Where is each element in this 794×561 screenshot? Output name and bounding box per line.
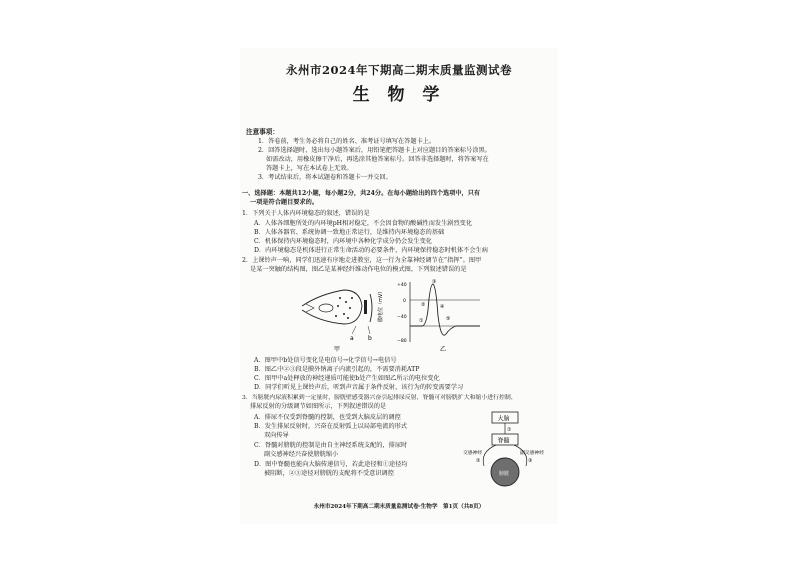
option: A．排尿不仅受到脊髓的控制，也受到大脑皮层的调控 (254, 414, 401, 421)
label-b: b (368, 335, 372, 342)
reflex-diagram (462, 410, 556, 488)
option: A．人体各细胞所处的内环境pH相对稳定，不会因食物的酸碱性而发生剧烈变化 (254, 220, 473, 227)
synapse-diagram (302, 290, 372, 334)
question-stem: 3．当膀胱内尿液积累到一定量时，膀胱壁感受器兴奋引起排尿反射，脊髓可对膀胱扩大和缩小进行控制， (242, 395, 517, 401)
action-potential-graph (410, 282, 480, 342)
option: 副交感神经兴奋使膀胱缩小 (264, 451, 339, 458)
exam-page (240, 48, 558, 524)
notice-item: 答题卡上，写在本试卷上无效。 (266, 165, 353, 172)
marker: ③ (432, 279, 437, 285)
notice-item: 如需改动，用橡皮擦干净后，再选涂其他答案标号。回答非选择题时，将答案写在 (266, 156, 489, 163)
sympathetic-label: 交感神经 (463, 451, 483, 456)
page-footer: 永州市2024年下期高二期末质量监测试卷·生物学 第1页（共8页） (313, 504, 485, 510)
axis-label: 膜电位（mV） (378, 288, 384, 322)
notice-item: 2．回答选择题时，选出每小题答案后，用铅笔把答题卡上对应题目的答案标号涂黑。 (258, 147, 491, 154)
marker: ⑤ (446, 316, 451, 322)
option: D．同学们听见上课铃声后，听到声音属于条件反射，该行为的转变需要学习 (254, 384, 464, 391)
question-stem: 排尿反射的分级调节如图所示，下列叙述错误的是 (250, 403, 387, 410)
tick-label: 0 (403, 299, 406, 304)
parasympathetic-label: 副交感神经 (520, 451, 544, 456)
marker: ② (421, 302, 426, 308)
option: C．图甲中a处释放的神经递质可能使b处产生如图乙所示的电位变化 (254, 375, 440, 382)
bladder-label: 膀胱 (499, 471, 510, 477)
question-stem: 是某一突触的结构图，图乙是某神经纤维动作电位的模式图，下列叙述错误的是 (250, 266, 467, 273)
brain-label: 大脑 (497, 415, 510, 423)
question-stem: 1．下列关于人体内环境稳态的叙述，错误的是 (242, 210, 370, 217)
figure-jia-label: 甲 (334, 346, 341, 353)
option: C．机体保持内环境稳态时，内环境中各种化学成分仍会发生变化 (254, 238, 432, 245)
notice-item: 1．答卷前，考生务必将自己的姓名、准考证号填写在答题卡上。 (258, 138, 436, 145)
path-marker: ① (507, 427, 512, 433)
option: 双向传导 (264, 432, 289, 439)
exam-title: 永州市2024年下期高二期末质量监测试卷 (285, 63, 512, 77)
path-marker: ③ (528, 458, 533, 464)
option: C．脊髓对膀胱的控制是由自主神经系统支配的，排尿时 (254, 442, 408, 449)
figure-yi-label: 乙 (440, 346, 447, 353)
option: B．图乙中②③段是膜外钠离子内流引起的，不需要消耗ATP (254, 366, 420, 373)
question-stem: 2．上课铃声一响，同学们迅速有序地走进教室，这一行为全靠神经调节在“指挥”。图甲 (242, 257, 482, 264)
spine-label: 脊髓 (497, 437, 510, 445)
path-marker: ② (476, 458, 481, 464)
tick-label: −40 (397, 315, 407, 320)
option: A．图甲中b处信号变化是电信号→化学信号→电信号 (254, 357, 397, 364)
marker: ① (419, 318, 424, 324)
option: D．内环境稳态是机体进行正常生命活动的必要条件，内环境保持稳态时机体不会生病 (254, 247, 488, 254)
tick-label: −80 (397, 339, 407, 344)
notice-heading: 注意事项： (246, 128, 279, 136)
q2-figure (300, 276, 500, 354)
marker: ④ (440, 304, 445, 310)
option: 被阻断，②③途径对膀胱的支配将不受意识调控 (264, 470, 394, 477)
option: B．发生排尿反射时，兴奋在反射弧上以局部电流的形式 (254, 423, 408, 430)
notice-item: 3．考试结束后，将本试题卷和答题卡一并交回。 (258, 174, 392, 181)
section-heading: 一、选择题：本题共12小题，每小题2分，共24分。在每小题给出的四个选项中，只有 (242, 190, 481, 197)
option: D．图中脊髓也能向大脑传递信号，若此途径和①途径均 (254, 461, 408, 468)
exam-subject: 生 物 学 (352, 85, 446, 105)
tick-label: +40 (397, 283, 407, 288)
section-heading: 一项是符合题目要求的。 (250, 199, 319, 206)
option: B．人体各器官、系统协调一致地正常运行，是维持内环境稳态的基础 (254, 229, 445, 236)
label-a: a (350, 335, 354, 342)
